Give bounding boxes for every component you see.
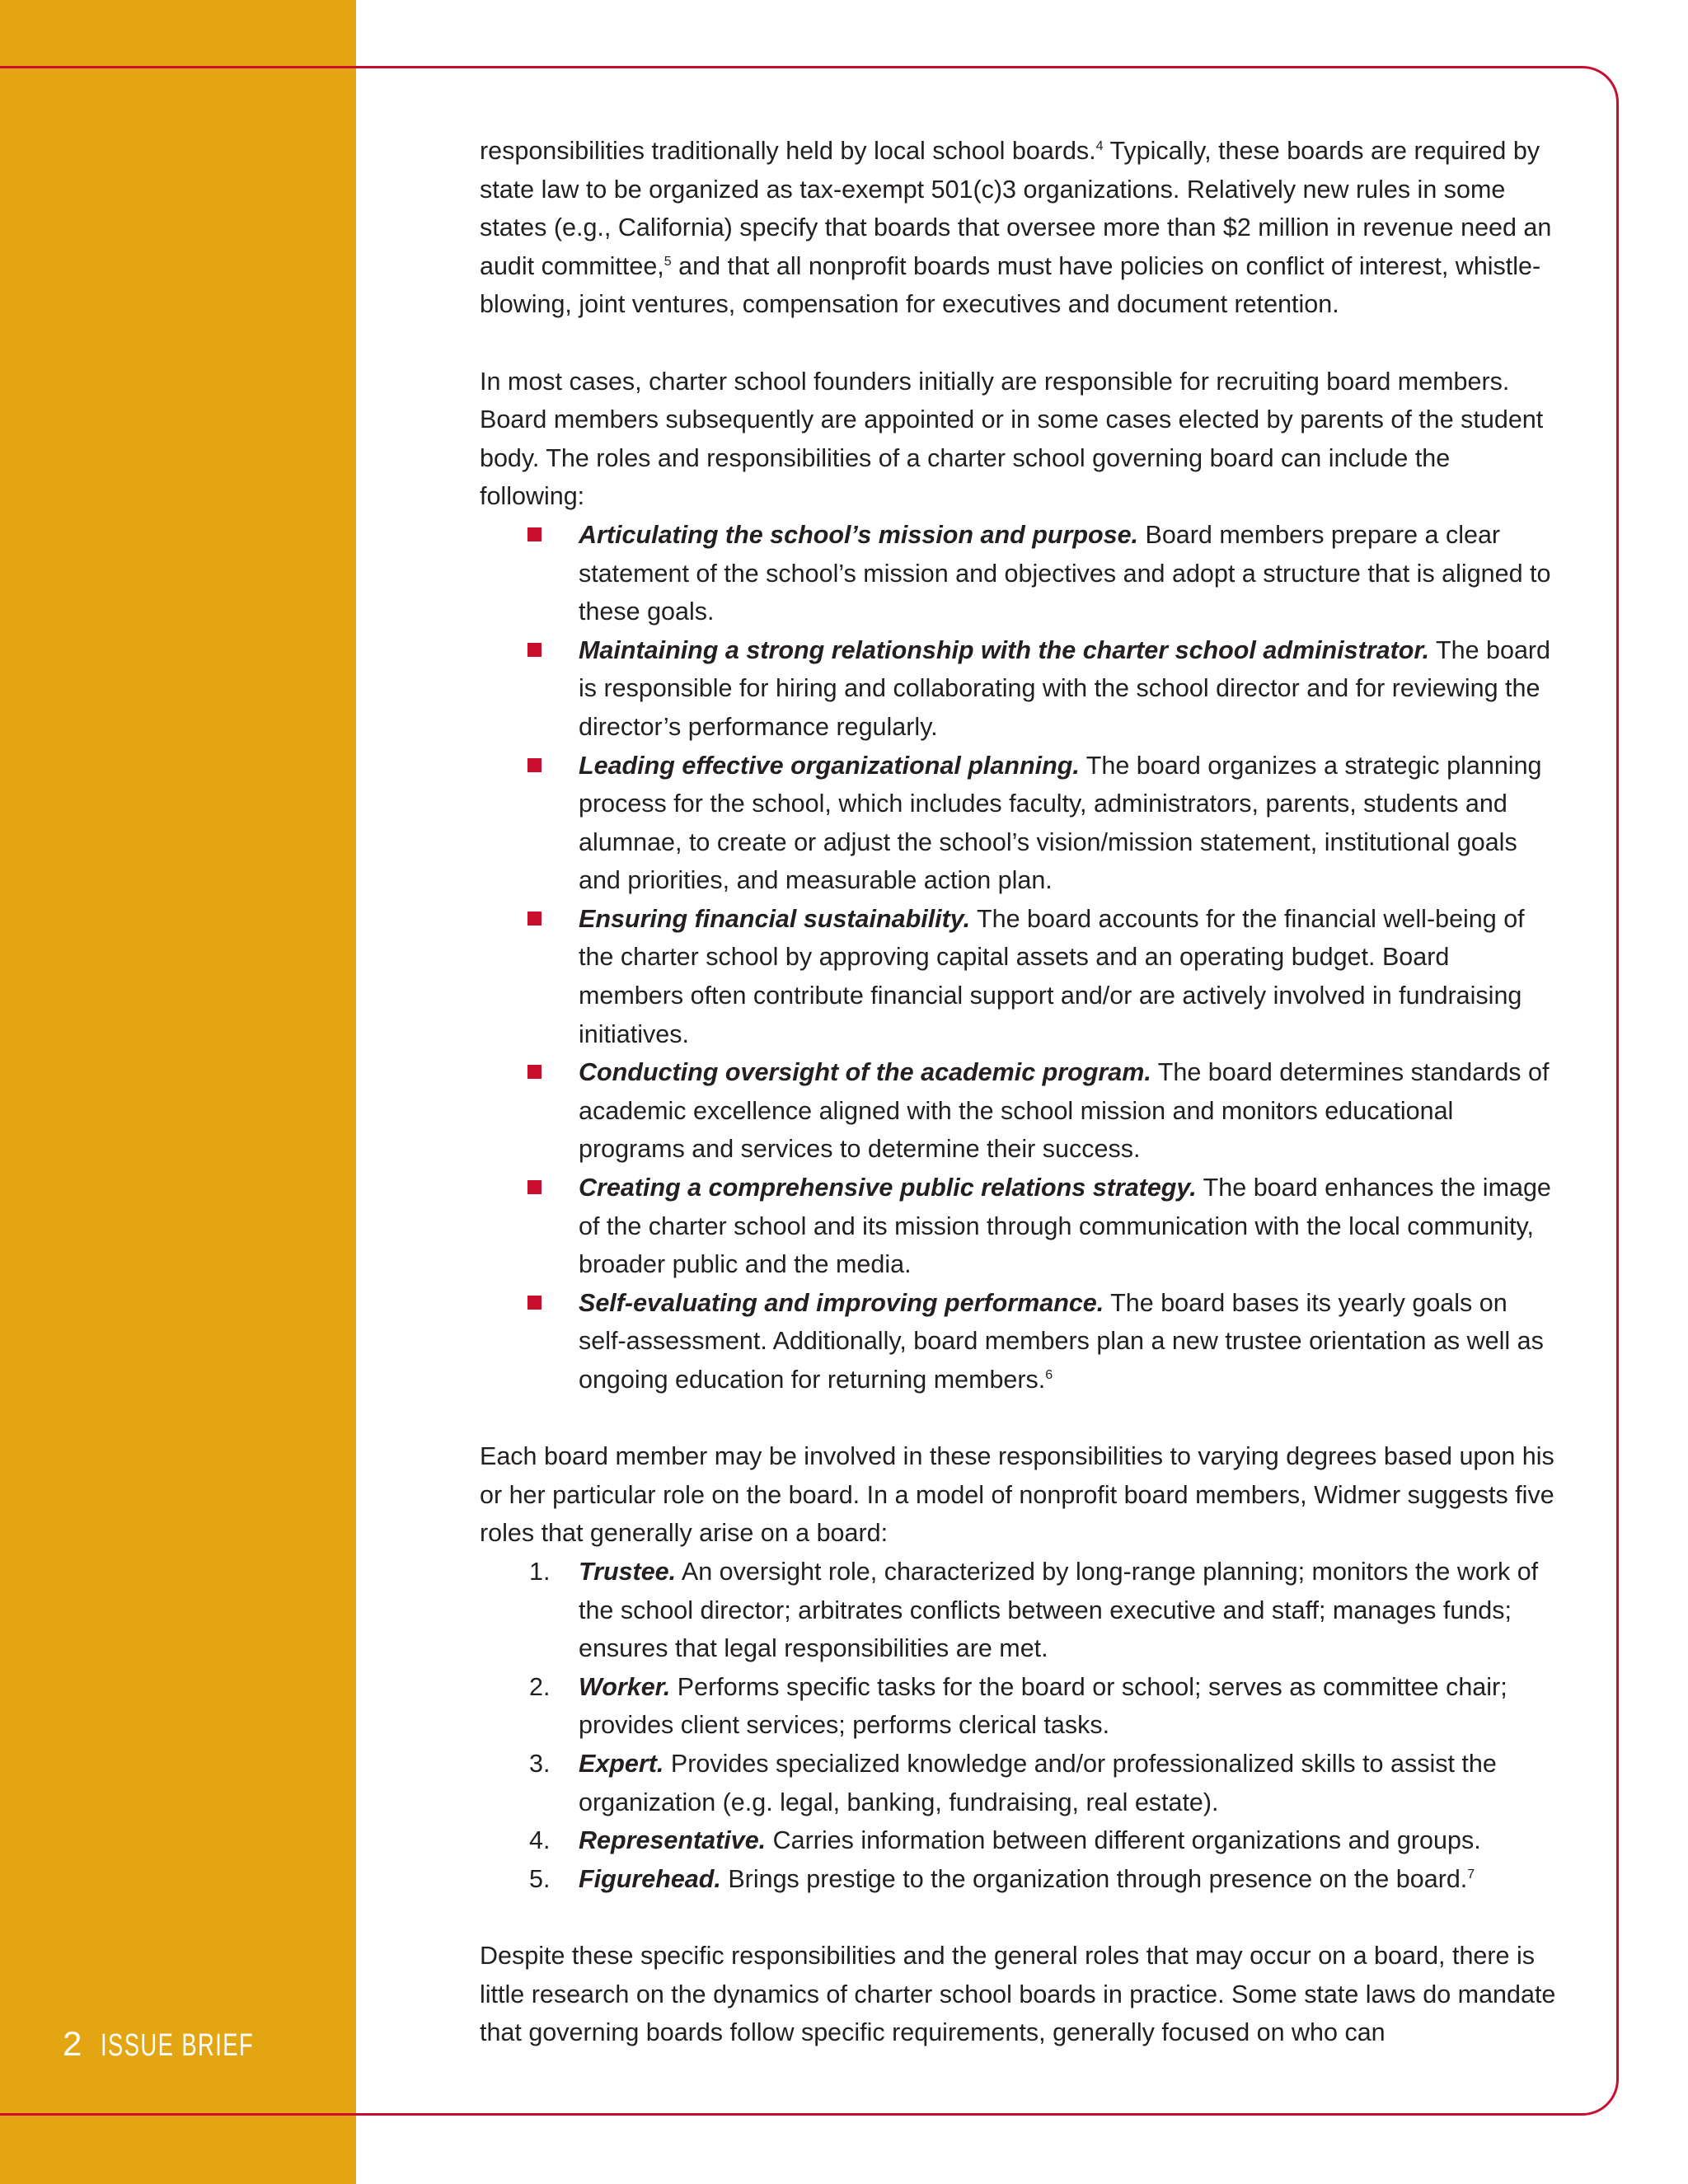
paragraph-3: Each board member may be involved in these responsibilities to varying degrees based upon his or her particular role on the board. In a model of nonprofit board members, Widmer suggests five roles that generally arise on a board:: [480, 1442, 1554, 1548]
paragraph-1: [480, 132, 1558, 324]
responsibility-text: Board members prepare a clear statement of the school’s mission and objectives and adopt a structure that is aligned to these goals.: [579, 520, 1551, 626]
role-heading: Worker.: [579, 1672, 671, 1701]
footnote-ref-7: 7: [1467, 1867, 1475, 1882]
paragraph-gap: [480, 324, 1558, 363]
paragraph-gap: [480, 1898, 1558, 1937]
responsibilities-list: [480, 516, 1558, 1399]
responsibility-item: [480, 1053, 1558, 1169]
role-heading: Expert.: [579, 1749, 664, 1778]
board-roles-list: [480, 1553, 1558, 1898]
responsibility-text: The board is responsible for hiring and collaborating with the school director and for reviewing the director’s performance regularly.: [579, 635, 1551, 741]
role-text: Performs specific tasks for the board or school; serves as committee chair; provides client services; performs clerical tasks.: [579, 1672, 1507, 1740]
role-heading: Figurehead.: [579, 1864, 721, 1893]
responsibility-text: The board enhances the image of the charter school and its mission through communication with the local community, broader public and the media.: [579, 1174, 1551, 1279]
square-bullet-icon: [528, 643, 542, 657]
role-number: 3.: [529, 1749, 551, 1778]
role-heading: Representative.: [579, 1826, 767, 1855]
role-item: [480, 1668, 1558, 1745]
role-number: 1.: [529, 1557, 551, 1586]
role-text: Brings prestige to the organization through presence on the board.: [720, 1864, 1468, 1893]
responsibility-heading: Maintaining a strong relationship with the charter school administrator.: [579, 635, 1430, 664]
role-number: 4.: [529, 1826, 551, 1855]
paragraph-2: In most cases, charter school founders initially are responsible for recruiting board members. Board members subsequently are appointed or in some cases elected by parents of the student body. The roles and responsibilities of a charter school governing board can include the following:: [480, 367, 1544, 511]
paragraph-4: Despite these specific responsibilities and the general roles that may occur on a board, there is little research on the dynamics of charter school boards in practice. Some state laws do mandate that governing boards follow specific requirements, generally focused on who can: [480, 1941, 1556, 2047]
role-number: 2.: [529, 1672, 551, 1701]
responsibility-heading: Leading effective organizational planning.: [579, 751, 1080, 780]
paragraph-gap: [480, 1399, 1558, 1438]
responsibility-text: The board bases its yearly goals on self-assessment. Additionally, board members plan a new trustee orientation as well as ongoing education for returning members.: [579, 1288, 1544, 1394]
body-text: [480, 132, 1558, 2052]
responsibility-heading: Self-evaluating and improving performance.: [579, 1288, 1104, 1317]
role-text: Provides specialized knowledge and/or professionalized skills to assist the organization (e.g. legal, banking, fundraising, real estate).: [579, 1749, 1497, 1816]
responsibility-heading: Articulating the school’s mission and purpose.: [579, 520, 1139, 549]
footnote-ref-6: 6: [1045, 1367, 1053, 1382]
role-item: [480, 1860, 1558, 1899]
paragraph-1-part-c: and that all nonprofit boards must have policies on conflict of interest, whistle-blowing, joint ventures, compensation for executives and document retention.: [480, 251, 1541, 319]
square-bullet-icon: [528, 1180, 542, 1194]
square-bullet-icon: [528, 527, 542, 541]
square-bullet-icon: [528, 1296, 542, 1310]
responsibility-text: The board accounts for the financial well-being of the charter school by approving capital assets and an operating budget. Board members often contribute financial support and/or are actively involved in fundraising initiatives.: [579, 904, 1525, 1048]
responsibility-text: The board determines standards of academic excellence aligned with the school mission and monitors educational programs and services to determine their success.: [579, 1058, 1550, 1164]
responsibility-item: [480, 900, 1558, 1053]
responsibility-text: The board organizes a strategic planning process for the school, which includes faculty, administrators, parents, students and alumnae, to create or adjust the school’s vision/mission statement, institutional goals and priorities, and measurable action plan.: [579, 751, 1542, 895]
paragraph-1-part-a: responsibilities traditionally held by local school boards.: [480, 137, 1096, 165]
responsibility-item: [480, 1284, 1558, 1399]
paragraph-1-part-b: Typically, these boards are required by state law to be organized as tax-exempt 501(c)3 organizations. Relatively new rules in some states (e.g., California) specify that boards that oversee more than $2 million in revenue need an audit committee,: [480, 137, 1552, 280]
responsibility-item: [480, 516, 1558, 631]
responsibility-heading: Ensuring financial sustainability.: [579, 904, 971, 933]
role-heading: Trustee.: [579, 1557, 677, 1586]
square-bullet-icon: [528, 912, 542, 926]
responsibility-heading: Creating a comprehensive public relations strategy.: [579, 1174, 1197, 1202]
role-text: Carries information between different organizations and groups.: [766, 1826, 1481, 1855]
page-footer: [63, 2024, 314, 2067]
role-number: 5.: [529, 1864, 551, 1893]
responsibility-item: [480, 1169, 1558, 1284]
role-item: [480, 1745, 1558, 1821]
issue-brief-label: ISSUE BRIEF: [101, 2028, 255, 2063]
responsibility-item: [480, 631, 1558, 747]
footnote-ref-5: 5: [663, 254, 672, 269]
square-bullet-icon: [528, 1065, 542, 1079]
role-text: An oversight role, characterized by long-range planning; monitors the work of the school director; arbitrates conflicts between executive and staff; manages funds; ensures that legal responsibilities are met.: [579, 1557, 1539, 1663]
responsibility-item: [480, 747, 1558, 900]
footnote-ref-4: 4: [1095, 138, 1104, 153]
page-number: 2: [63, 2024, 83, 2063]
square-bullet-icon: [528, 758, 542, 772]
role-item: [480, 1821, 1558, 1860]
responsibility-heading: Conducting oversight of the academic program.: [579, 1058, 1151, 1087]
role-item: [480, 1553, 1558, 1668]
